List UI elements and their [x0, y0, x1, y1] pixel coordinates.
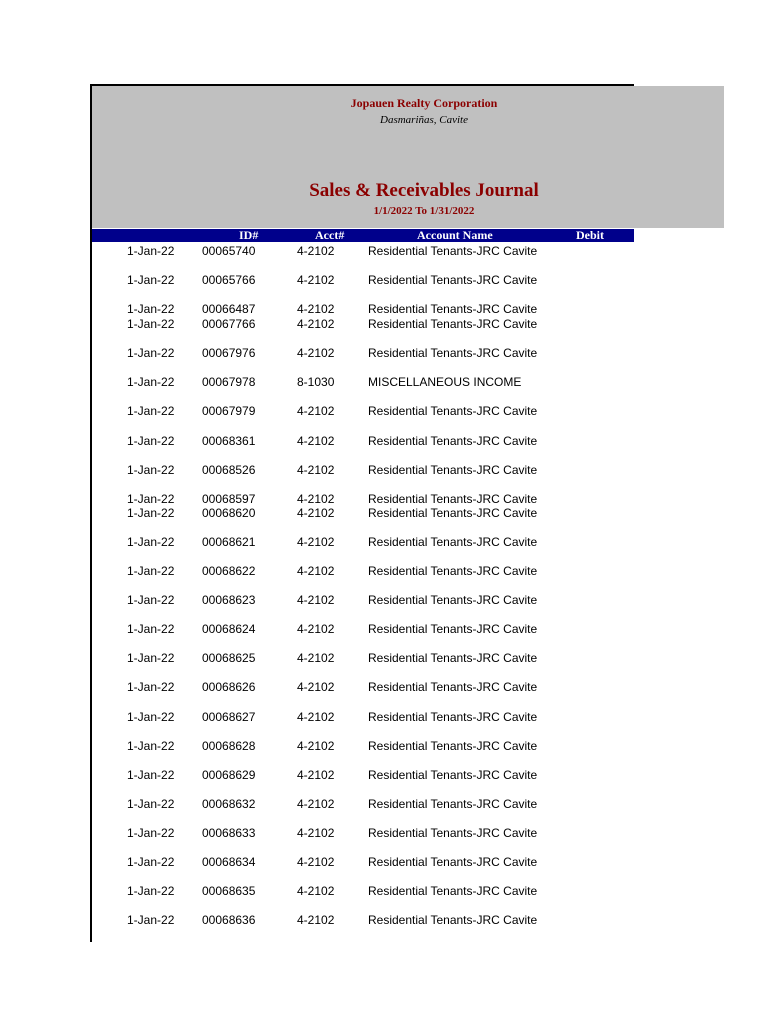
- row-id: 00068626: [202, 680, 256, 694]
- table-row: [0, 404, 768, 418]
- table-row: [0, 593, 768, 607]
- row-acct: 4-2102: [297, 463, 335, 477]
- row-id: 00068623: [202, 593, 256, 607]
- row-account-name: Residential Tenants-JRC Cavite: [368, 404, 538, 418]
- row-account-name: Residential Tenants-JRC Cavite: [368, 739, 538, 753]
- row-acct: 4-2102: [297, 434, 335, 448]
- row-id: 00067979: [202, 404, 256, 418]
- row-id: 00068621: [202, 535, 256, 549]
- row-acct: 4-2102: [297, 346, 335, 360]
- row-acct: 4-2102: [297, 302, 335, 316]
- row-acct: 4-2102: [297, 492, 335, 506]
- row-acct: 4-2102: [297, 535, 335, 549]
- row-id: 00065766: [202, 273, 256, 287]
- row-date: 1-Jan-22: [127, 492, 175, 506]
- row-account-name: Residential Tenants-JRC Cavite: [368, 273, 538, 287]
- row-id: 00068636: [202, 913, 256, 927]
- row-acct: 4-2102: [297, 768, 335, 782]
- table-row: [0, 506, 768, 520]
- row-date: 1-Jan-22: [127, 593, 175, 607]
- row-id: 00068632: [202, 797, 256, 811]
- row-acct: 4-2102: [297, 317, 335, 331]
- row-id: 00068634: [202, 855, 256, 869]
- row-acct: 4-2102: [297, 506, 335, 520]
- row-account-name: Residential Tenants-JRC Cavite: [368, 826, 538, 840]
- row-acct: 4-2102: [297, 244, 335, 258]
- row-account-name: Residential Tenants-JRC Cavite: [368, 244, 538, 258]
- row-account-name: Residential Tenants-JRC Cavite: [368, 302, 538, 316]
- row-account-name: Residential Tenants-JRC Cavite: [368, 797, 538, 811]
- row-account-name: Residential Tenants-JRC Cavite: [368, 506, 538, 520]
- table-row: [0, 375, 768, 389]
- row-account-name: Residential Tenants-JRC Cavite: [368, 346, 538, 360]
- column-header-acct: Acct#: [315, 228, 345, 242]
- row-date: 1-Jan-22: [127, 855, 175, 869]
- column-header-account-name: Account Name: [417, 228, 493, 242]
- table-row: [0, 884, 768, 898]
- table-row: [0, 680, 768, 694]
- table-row: [0, 855, 768, 869]
- row-acct: 4-2102: [297, 680, 335, 694]
- table-row: [0, 651, 768, 665]
- row-acct: 4-2102: [297, 884, 335, 898]
- row-id: 00068627: [202, 710, 256, 724]
- row-account-name: Residential Tenants-JRC Cavite: [368, 593, 538, 607]
- table-row: [0, 346, 768, 360]
- row-date: 1-Jan-22: [127, 710, 175, 724]
- table-row: [0, 244, 768, 258]
- row-date: 1-Jan-22: [127, 302, 175, 316]
- row-id: 00068635: [202, 884, 256, 898]
- report-title: Sales & Receivables Journal: [309, 180, 539, 201]
- row-id: 00067976: [202, 346, 256, 360]
- row-id: 00068633: [202, 826, 256, 840]
- table-row: [0, 826, 768, 840]
- row-account-name: Residential Tenants-JRC Cavite: [368, 651, 538, 665]
- row-account-name: Residential Tenants-JRC Cavite: [368, 434, 538, 448]
- row-acct: 4-2102: [297, 797, 335, 811]
- row-date: 1-Jan-22: [127, 506, 175, 520]
- table-row: [0, 797, 768, 811]
- row-account-name: Residential Tenants-JRC Cavite: [368, 463, 538, 477]
- row-date: 1-Jan-22: [127, 317, 175, 331]
- row-id: 00068625: [202, 651, 256, 665]
- column-header-debit: Debit: [576, 228, 604, 242]
- row-date: 1-Jan-22: [127, 913, 175, 927]
- row-date: 1-Jan-22: [127, 564, 175, 578]
- row-id: 00068622: [202, 564, 256, 578]
- row-date: 1-Jan-22: [127, 434, 175, 448]
- row-date: 1-Jan-22: [127, 535, 175, 549]
- table-row: [0, 710, 768, 724]
- row-acct: 4-2102: [297, 564, 335, 578]
- row-date: 1-Jan-22: [127, 404, 175, 418]
- row-id: 00068526: [202, 463, 256, 477]
- row-account-name: Residential Tenants-JRC Cavite: [368, 317, 538, 331]
- row-account-name: Residential Tenants-JRC Cavite: [368, 492, 538, 506]
- row-id: 00068361: [202, 434, 256, 448]
- company-name: Jopauen Realty Corporation: [350, 96, 498, 110]
- row-date: 1-Jan-22: [127, 884, 175, 898]
- row-date: 1-Jan-22: [127, 273, 175, 287]
- row-acct: 4-2102: [297, 404, 335, 418]
- row-acct: 4-2102: [297, 710, 335, 724]
- row-account-name: Residential Tenants-JRC Cavite: [368, 768, 538, 782]
- column-header-id: ID#: [239, 228, 259, 242]
- row-id: 00067978: [202, 375, 256, 389]
- row-account-name: Residential Tenants-JRC Cavite: [368, 622, 538, 636]
- row-acct: 8-1030: [297, 375, 335, 389]
- row-date: 1-Jan-22: [127, 739, 175, 753]
- row-acct: 4-2102: [297, 855, 335, 869]
- table-row: [0, 302, 768, 316]
- table-row: [0, 535, 768, 549]
- table-row: [0, 317, 768, 331]
- row-account-name: MISCELLANEOUS INCOME: [368, 375, 522, 389]
- column-header-bar: [92, 229, 634, 242]
- row-id: 00068624: [202, 622, 256, 636]
- table-row: [0, 273, 768, 287]
- row-account-name: Residential Tenants-JRC Cavite: [368, 564, 538, 578]
- row-account-name: Residential Tenants-JRC Cavite: [368, 535, 538, 549]
- row-date: 1-Jan-22: [127, 826, 175, 840]
- table-row: [0, 913, 768, 927]
- row-account-name: Residential Tenants-JRC Cavite: [368, 884, 538, 898]
- report-period: 1/1/2022 To 1/31/2022: [373, 205, 475, 217]
- row-date: 1-Jan-22: [127, 346, 175, 360]
- row-date: 1-Jan-22: [127, 463, 175, 477]
- table-row: [0, 739, 768, 753]
- row-account-name: Residential Tenants-JRC Cavite: [368, 913, 538, 927]
- table-row: [0, 463, 768, 477]
- row-acct: 4-2102: [297, 739, 335, 753]
- row-acct: 4-2102: [297, 913, 335, 927]
- row-id: 00067766: [202, 317, 256, 331]
- table-row: [0, 564, 768, 578]
- row-account-name: Residential Tenants-JRC Cavite: [368, 710, 538, 724]
- row-acct: 4-2102: [297, 593, 335, 607]
- row-account-name: Residential Tenants-JRC Cavite: [368, 855, 538, 869]
- row-id: 00068629: [202, 768, 256, 782]
- row-id: 00068597: [202, 492, 256, 506]
- row-acct: 4-2102: [297, 273, 335, 287]
- row-date: 1-Jan-22: [127, 797, 175, 811]
- row-date: 1-Jan-22: [127, 244, 175, 258]
- company-location: Dasmariñas, Cavite: [380, 114, 468, 126]
- row-id: 00068620: [202, 506, 256, 520]
- row-date: 1-Jan-22: [127, 680, 175, 694]
- row-id: 00066487: [202, 302, 256, 316]
- table-row: [0, 768, 768, 782]
- row-date: 1-Jan-22: [127, 768, 175, 782]
- table-row: [0, 492, 768, 506]
- row-acct: 4-2102: [297, 826, 335, 840]
- table-row: [0, 434, 768, 448]
- row-date: 1-Jan-22: [127, 375, 175, 389]
- row-acct: 4-2102: [297, 622, 335, 636]
- row-id: 00068628: [202, 739, 256, 753]
- row-acct: 4-2102: [297, 651, 335, 665]
- table-row: [0, 622, 768, 636]
- row-date: 1-Jan-22: [127, 622, 175, 636]
- row-account-name: Residential Tenants-JRC Cavite: [368, 680, 538, 694]
- row-date: 1-Jan-22: [127, 651, 175, 665]
- row-id: 00065740: [202, 244, 256, 258]
